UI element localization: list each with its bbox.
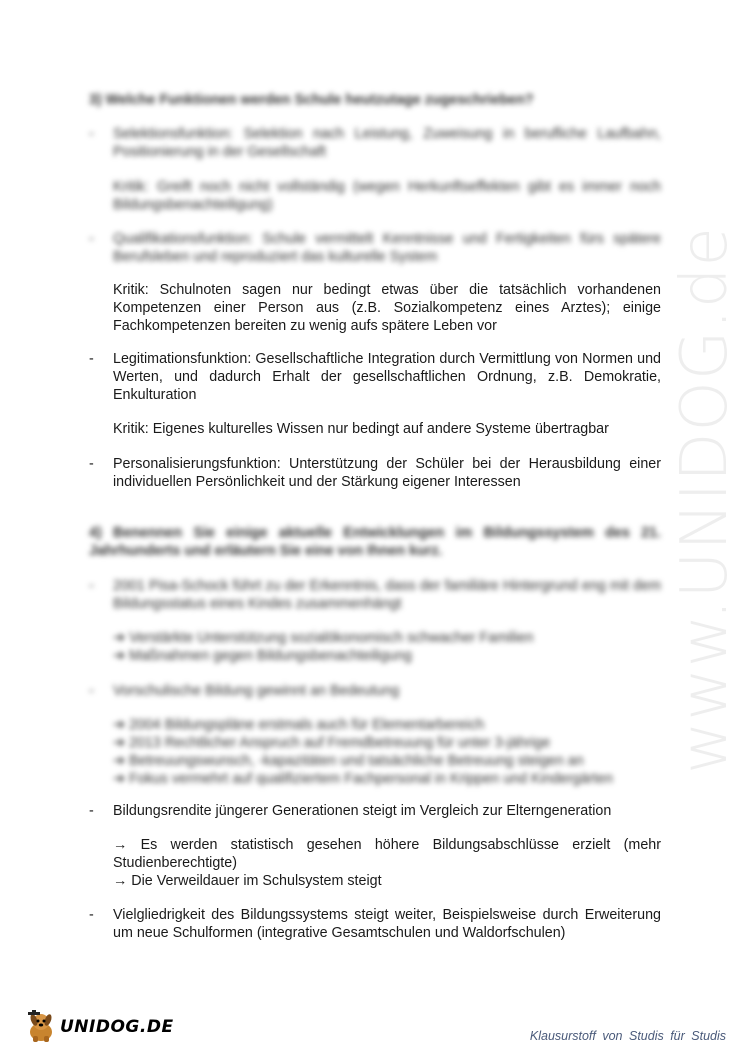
arrow-line: ➔ Betreuungswunsch, -kapazitäten und tatsächliche Betreuung steigen an: [113, 753, 584, 769]
bullet-dash: -: [89, 578, 94, 594]
bullet-dash: -: [89, 126, 94, 142]
qualifikation-critique: Kritik: Schulnoten sagen nur bedingt etwas über die tatsächlich vorhandenen Kompetenzen einer Person aus (z.B. Sozialkompetenz eines Arztes); einige Fachkompetenzen bereiten zu wenig aufs spätere Leben vor: [113, 282, 661, 334]
pisa-text: 2001 Pisa-Schock führt zu der Erkenntnis, dass der familiäre Hintergrund eng mit dem Bildungsstatus eines Kindes zusammenhängt: [113, 578, 661, 612]
arrow-line: ➔ Fokus vermehrt auf qualifiziertem Fachpersonal in Krippen und Kindergärten: [113, 771, 613, 787]
bullet-dash: -: [89, 456, 94, 472]
bildungsrendite-arrow-2: → Die Verweildauer im Schulsystem steigt: [113, 873, 382, 889]
bildungsrendite-arrow-1: → Es werden statistisch gesehen höhere Bildungsabschlüsse erzielt (mehr Studienberechtigte): [113, 837, 661, 871]
vorschule-text: Vorschulische Bildung gewinnt an Bedeutung: [113, 683, 400, 699]
vorschule-arrows: [113, 716, 661, 788]
bullet-dash: -: [89, 803, 94, 819]
footer-slogan: Klausurstoff von Studis für Studis: [529, 1029, 726, 1043]
bildungsrendite-text: Bildungsrendite jüngerer Generationen steigt im Vergleich zur Elterngeneration: [113, 803, 612, 819]
legitimation-critique: Kritik: Eigenes kulturelles Wissen nur bedingt auf andere Systeme übertragbar: [113, 421, 609, 437]
qualifikation-text: Qualifikationsfunktion: Schule vermittelt Kenntnisse und Fertigkeiten fürs spätere Berufsleben und reproduziert das kulturelle System: [113, 231, 661, 265]
bullet-dash: -: [89, 907, 94, 923]
selektion-text: Selektionsfunktion: Selektion nach Leistung, Zuweisung in berufliche Laufbahn, Positionierung in der Gesellschaft: [113, 126, 661, 160]
watermark: www.UNIDOG.de: [668, 226, 742, 774]
dog-mascot-icon: [24, 1010, 58, 1044]
pisa-arrows: [113, 629, 661, 665]
legitimation-text: Legitimationsfunktion: Gesellschaftliche Integration durch Vermittlung von Normen und Werten, und dadurch Erhalt der gesellschaftlichen Ordnung, z.B. Demokratie, Enkulturation: [113, 351, 661, 403]
arrow-line: ➔ Maßnahmen gegen Bildungsbenachteiligung: [113, 648, 412, 664]
logo-text: UNIDOG.DE: [60, 1017, 174, 1037]
section-4-heading: 4) Benennen Sie einige aktuelle Entwicklungen im Bildungssystem des 21. Jahrhunderts und erläutern Sie eine von Ihnen kurz.: [89, 525, 661, 559]
section-3-heading: 3) Welche Funktionen werden Schule heutzutage zugeschrieben?: [89, 92, 534, 108]
selektion-critique: Kritik: Greift noch nicht vollständig (wegen Herkunftseffekten gibt es immer noch Bildungsbenachteiligung): [113, 179, 661, 213]
personalisierung-text: Personalisierungsfunktion: Unterstützung der Schüler bei der Herausbildung einer individuellen Persönlichkeit und der Stärkung eigener Interessen: [113, 456, 661, 490]
arrow-line: ➔ Verstärkte Unterstützung sozialökonomisch schwacher Familien: [113, 630, 534, 646]
bullet-dash: -: [89, 683, 94, 699]
arrow-line: ➔ 2013 Rechtlicher Anspruch auf Fremdbetreuung für unter 3-jährige: [113, 735, 551, 751]
bullet-dash: -: [89, 351, 94, 367]
arrow-line: ➔ 2004 Bildungspläne erstmals auch für Elementarbereich: [113, 717, 485, 733]
bullet-dash: -: [89, 231, 94, 247]
vielgliedrigkeit-text: Vielgliedrigkeit des Bildungssystems steigt weiter, Beispielsweise durch Erweiterung um neue Schulformen (integrative Gesamtschulen und Waldorfschulen): [113, 907, 661, 941]
unidog-logo: [24, 1010, 174, 1044]
